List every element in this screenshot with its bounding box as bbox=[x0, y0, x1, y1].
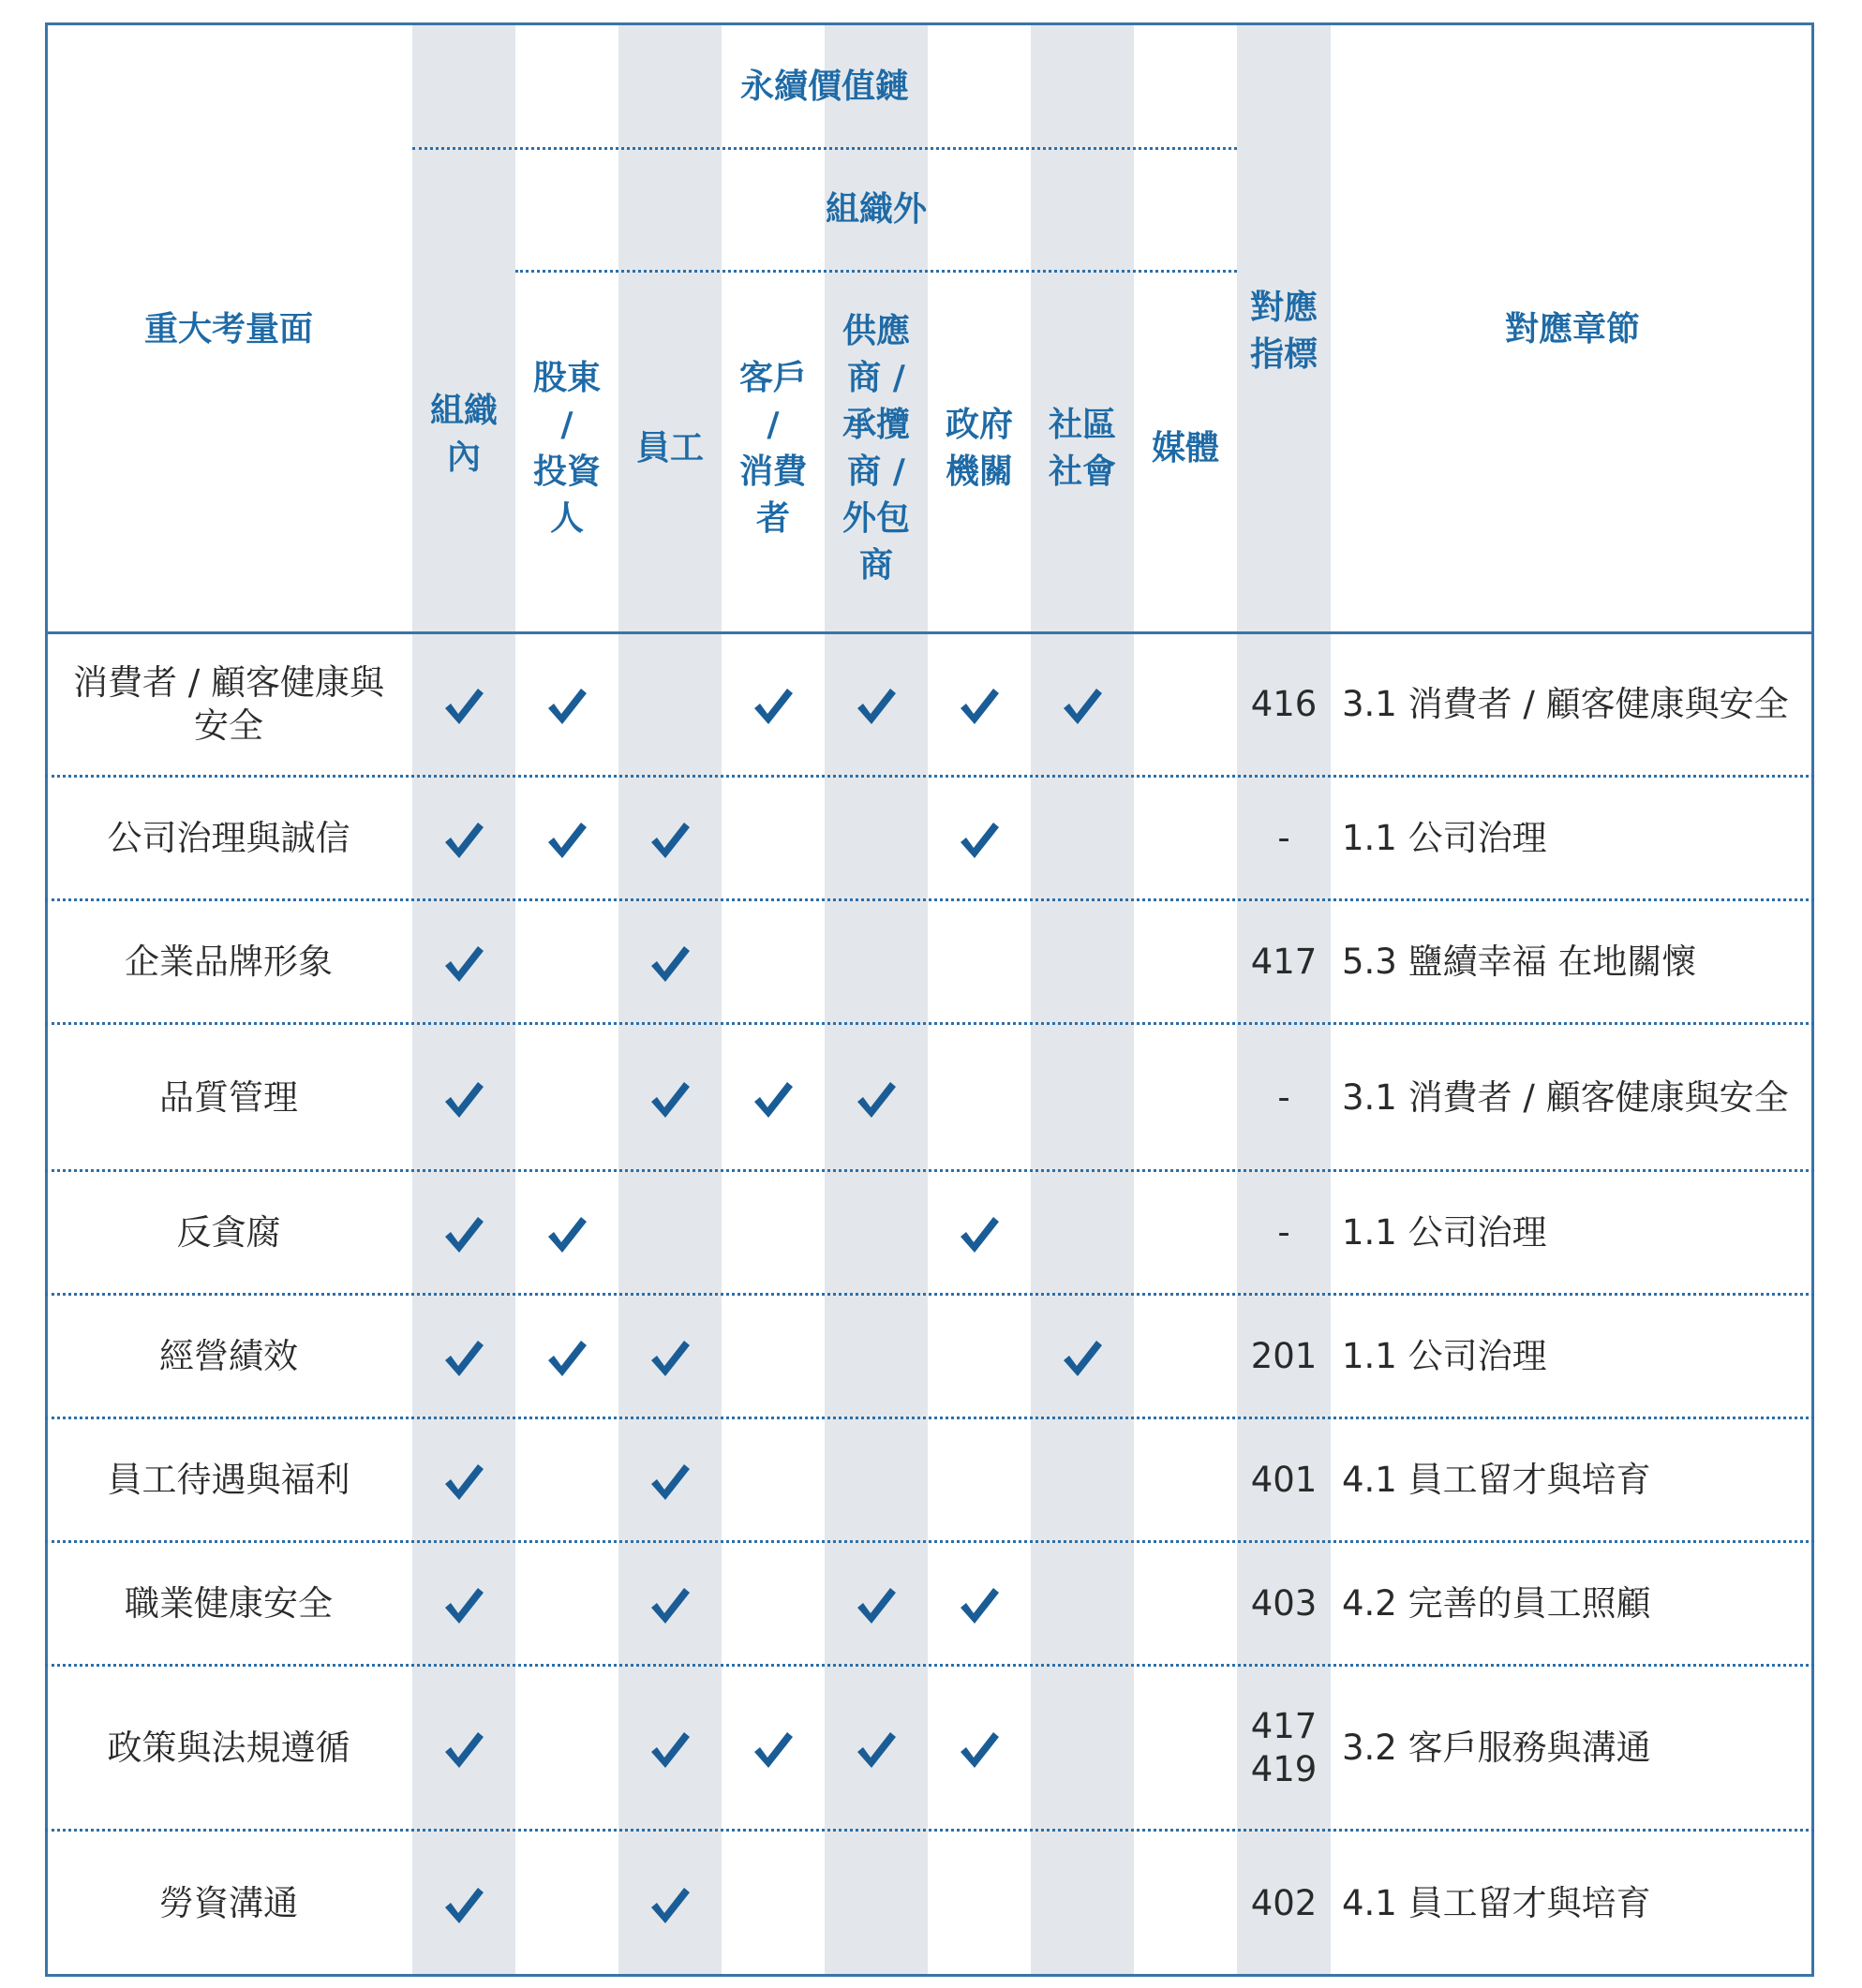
aspect-cell bbox=[45, 631, 412, 777]
aspect-cell bbox=[45, 1666, 412, 1831]
text-line: 419 bbox=[1250, 1749, 1318, 1789]
checkmark-icon bbox=[442, 1885, 485, 1926]
chapter-cell: 1.1 公司治理 bbox=[1342, 818, 1547, 858]
text-line: 經營績效 bbox=[159, 1336, 298, 1376]
indicator-cell bbox=[1237, 1295, 1331, 1418]
text-line: 企業品牌形象 bbox=[125, 942, 333, 982]
stakeholder-heading bbox=[928, 402, 1031, 496]
checkmark-icon bbox=[648, 1461, 692, 1503]
text-line: 供應 bbox=[842, 312, 910, 350]
text-line: 指標 bbox=[1249, 335, 1318, 374]
checkmark-icon bbox=[545, 1338, 588, 1379]
inside-heading bbox=[412, 388, 515, 482]
text-line: 員工 bbox=[635, 429, 704, 467]
table-row bbox=[45, 1831, 1814, 1977]
text-line: 品質管理 bbox=[159, 1076, 298, 1118]
checkmark-icon bbox=[958, 1585, 1001, 1626]
indicator-cell bbox=[1237, 1666, 1331, 1831]
checkmark-icon bbox=[442, 1585, 485, 1626]
aspect-cell bbox=[45, 1418, 412, 1542]
text-line: 者 bbox=[755, 499, 790, 538]
checkmark-icon bbox=[648, 1585, 692, 1626]
checkmark-icon bbox=[442, 1214, 485, 1255]
checkmark-icon bbox=[648, 1729, 692, 1771]
aspect-cell bbox=[45, 1831, 412, 1977]
outside-heading: 組織外 bbox=[825, 190, 927, 229]
chapter-heading: 對應章節 bbox=[1504, 310, 1640, 349]
stakeholder-heading bbox=[825, 308, 928, 589]
aspect-cell bbox=[45, 1542, 412, 1666]
table-row bbox=[45, 777, 1814, 900]
indicator-cell bbox=[1237, 1024, 1331, 1171]
text-line: 客戶 bbox=[738, 359, 807, 397]
chapter-cell: 3.2 客戶服務與溝通 bbox=[1342, 1728, 1651, 1768]
indicator-cell bbox=[1237, 631, 1331, 777]
indicator-cell bbox=[1237, 777, 1331, 900]
text-line: 社區 bbox=[1048, 406, 1116, 444]
text-line: 商 bbox=[858, 546, 893, 585]
checkmark-icon bbox=[1061, 686, 1104, 727]
text-line: 416 bbox=[1250, 683, 1318, 724]
checkmark-icon bbox=[648, 1079, 692, 1120]
checkmark-icon bbox=[855, 1729, 898, 1771]
text-line: - bbox=[1277, 1212, 1290, 1253]
indicator-cell bbox=[1237, 900, 1331, 1024]
text-line: 人 bbox=[549, 499, 584, 538]
indicator-cell bbox=[1237, 1542, 1331, 1666]
checkmark-icon bbox=[648, 943, 692, 985]
indicator-heading bbox=[1237, 285, 1331, 378]
text-line: 安全 bbox=[194, 705, 263, 746]
checkmark-icon bbox=[958, 1729, 1001, 1771]
table-row bbox=[45, 1666, 1814, 1831]
checkmark-icon bbox=[648, 1338, 692, 1379]
text-line: 員工待遇與福利 bbox=[107, 1460, 350, 1500]
chapter-cell: 1.1 公司治理 bbox=[1342, 1212, 1547, 1253]
checkmark-icon bbox=[958, 1214, 1001, 1255]
stakeholder-heading bbox=[1134, 425, 1237, 472]
checkmark-icon bbox=[442, 1461, 485, 1503]
checkmark-icon bbox=[442, 820, 485, 861]
text-line: 402 bbox=[1250, 1883, 1318, 1923]
text-line: 政策與法規遵循 bbox=[107, 1728, 350, 1768]
table-row bbox=[45, 1418, 1814, 1542]
checkmark-icon bbox=[442, 943, 485, 985]
table-row bbox=[45, 1024, 1814, 1171]
checkmark-icon bbox=[752, 686, 795, 727]
text-line: 內 bbox=[446, 438, 481, 477]
text-line: 社會 bbox=[1048, 452, 1116, 491]
stakeholder-heading bbox=[515, 355, 618, 542]
table-row bbox=[45, 1295, 1814, 1418]
chapter-cell: 4.1 員工留才與培育 bbox=[1342, 1883, 1651, 1923]
text-line: 媒體 bbox=[1151, 429, 1219, 467]
checkmark-icon bbox=[545, 1214, 588, 1255]
text-line: 承攬 bbox=[842, 406, 910, 444]
indicator-cell bbox=[1237, 1171, 1331, 1295]
text-line: - bbox=[1277, 818, 1290, 858]
chapter-cell: 4.1 員工留才與培育 bbox=[1342, 1460, 1651, 1500]
checkmark-icon bbox=[648, 1885, 692, 1926]
text-line: 外包 bbox=[842, 499, 910, 538]
checkmark-icon bbox=[442, 1729, 485, 1771]
text-line: 消費者 / 顧客健康與 bbox=[73, 661, 384, 703]
stakeholder-heading bbox=[722, 355, 825, 542]
value-chain-heading: 永續價值鏈 bbox=[739, 67, 909, 106]
text-line: 消費 bbox=[738, 452, 807, 491]
text-line: 403 bbox=[1250, 1583, 1318, 1624]
text-line: 商 / bbox=[847, 359, 905, 397]
checkmark-icon bbox=[855, 1585, 898, 1626]
text-line: / bbox=[767, 406, 780, 444]
table-row bbox=[45, 1171, 1814, 1295]
aspect-cell bbox=[45, 1171, 412, 1295]
checkmark-icon bbox=[855, 1079, 898, 1120]
text-line: 投資 bbox=[532, 452, 601, 491]
checkmark-icon bbox=[648, 820, 692, 861]
table-row bbox=[45, 631, 1814, 777]
text-line: - bbox=[1277, 1076, 1290, 1118]
aspect-cell bbox=[45, 777, 412, 900]
materiality-table bbox=[45, 22, 1814, 1977]
text-line: 商 / bbox=[847, 452, 905, 491]
aspect-cell bbox=[45, 1295, 412, 1418]
text-line: 公司治理與誠信 bbox=[107, 818, 350, 858]
table-row bbox=[45, 900, 1814, 1024]
checkmark-icon bbox=[752, 1729, 795, 1771]
checkmark-icon bbox=[958, 820, 1001, 861]
aspect-cell bbox=[45, 1024, 412, 1171]
indicator-cell bbox=[1237, 1831, 1331, 1977]
chapter-cell: 4.2 完善的員工照顧 bbox=[1342, 1583, 1651, 1624]
text-line: 417 bbox=[1250, 1706, 1318, 1746]
indicator-cell bbox=[1237, 1418, 1331, 1542]
chapter-cell: 5.3 鹽續幸福 在地關懷 bbox=[1342, 942, 1697, 982]
checkmark-icon bbox=[545, 686, 588, 727]
text-line: / bbox=[560, 406, 573, 444]
checkmark-icon bbox=[752, 1079, 795, 1120]
checkmark-icon bbox=[442, 686, 485, 727]
text-line: 機關 bbox=[945, 452, 1013, 491]
text-line: 政府 bbox=[945, 406, 1013, 444]
stakeholder-heading bbox=[1031, 402, 1134, 496]
text-line: 組織 bbox=[429, 392, 498, 430]
chapter-cell: 1.1 公司治理 bbox=[1342, 1336, 1547, 1376]
chapter-cell: 3.1 消費者 / 顧客健康與安全 bbox=[1342, 1076, 1789, 1118]
outside-divider bbox=[515, 270, 1237, 273]
text-line: 勞資溝通 bbox=[159, 1883, 298, 1923]
checkmark-icon bbox=[958, 686, 1001, 727]
chapter-cell: 3.1 消費者 / 顧客健康與安全 bbox=[1342, 683, 1789, 724]
stakeholder-heading bbox=[618, 425, 722, 472]
text-line: 417 bbox=[1250, 942, 1318, 982]
aspect-cell bbox=[45, 900, 412, 1024]
text-line: 201 bbox=[1250, 1336, 1318, 1376]
text-line: 職業健康安全 bbox=[125, 1583, 333, 1624]
text-line: 反貪腐 bbox=[176, 1212, 281, 1253]
checkmark-icon bbox=[855, 686, 898, 727]
value-chain-divider bbox=[412, 147, 1237, 150]
checkmark-icon bbox=[442, 1079, 485, 1120]
text-line: 401 bbox=[1250, 1460, 1318, 1500]
text-line: 對應 bbox=[1249, 289, 1318, 327]
checkmark-icon bbox=[1061, 1338, 1104, 1379]
table-row bbox=[45, 1542, 1814, 1666]
text-line: 股東 bbox=[532, 359, 601, 397]
checkmark-icon bbox=[545, 820, 588, 861]
aspect-heading: 重大考量面 bbox=[143, 310, 313, 349]
checkmark-icon bbox=[442, 1338, 485, 1379]
